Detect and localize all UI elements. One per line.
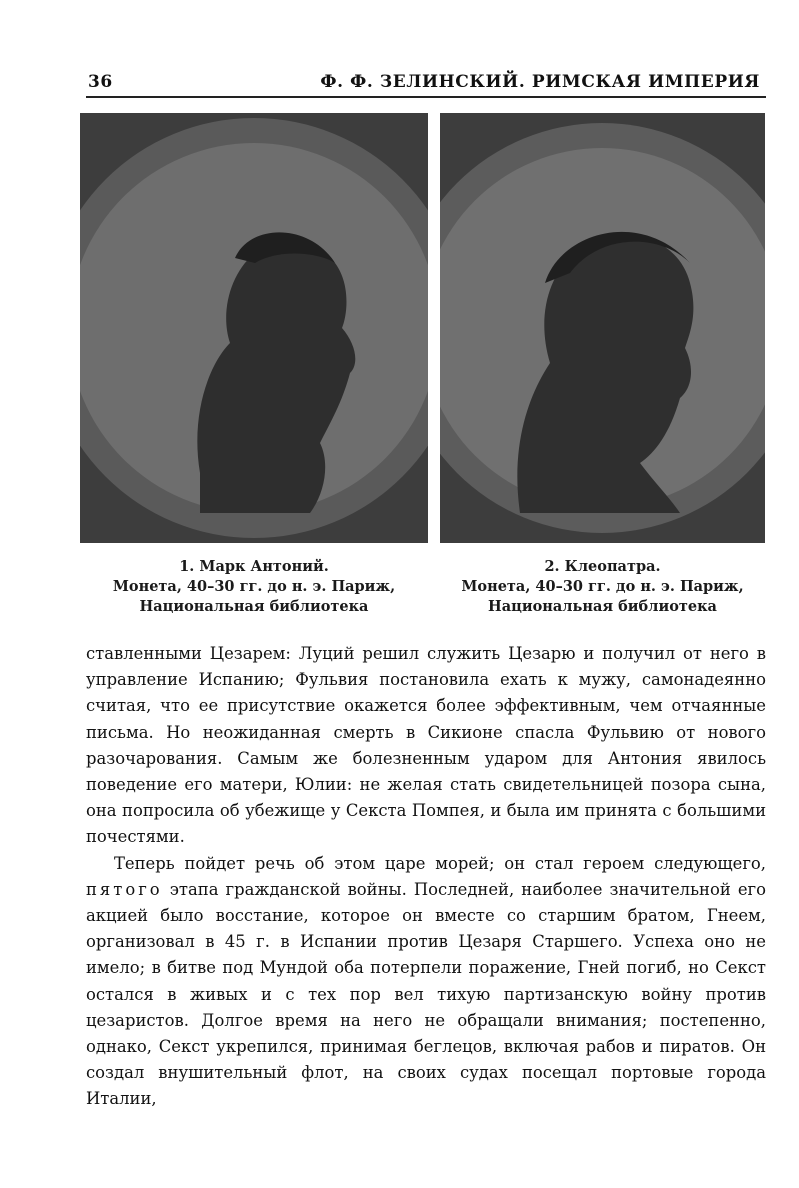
caption-line: 2. Клеопатра. bbox=[544, 558, 661, 575]
paragraph: ставленными Цезарем: Луций решил служить Цезарю и получил от него в управление Испанию; Фульвия постановила ехать к мужу, самонадеянно считая, что ее присутствие окажется более эффективным, чем отчаянные письма. Но неожиданная смерть в Сикионе спасла Фульвию от нового разочарования. Самым же болезненным ударом для Антония явилось поведение его матери, Юлии: не желая стать свидетельницей позора сына, она попросила об убежище у Секста Помпея, и была им принята с большими почестями. bbox=[86, 644, 766, 847]
mark-antony-coin-image bbox=[80, 113, 428, 543]
caption-line: Монета, 40–30 гг. до н. э. Париж, bbox=[461, 578, 744, 595]
page-header bbox=[86, 70, 766, 98]
figure-mark-antony bbox=[80, 113, 428, 617]
caption-line: 1. Марк Антоний. bbox=[179, 558, 329, 575]
cleopatra-coin-image bbox=[440, 113, 765, 543]
caption-line: Монета, 40–30 гг. до н. э. Париж, bbox=[112, 578, 396, 595]
figure-cleopatra bbox=[440, 113, 765, 617]
emphasized-word: пятого bbox=[86, 879, 163, 899]
caption-line: Национальная библиотека bbox=[139, 598, 369, 615]
figure-caption-cleopatra bbox=[440, 557, 765, 617]
paragraph bbox=[86, 851, 766, 1113]
page-number: 36 bbox=[88, 72, 113, 92]
paragraph-text: Теперь пойдет речь об этом царе морей; он стал героем следующего, bbox=[114, 853, 766, 873]
caption-line: Национальная библиотека bbox=[488, 598, 717, 615]
figure-caption-mark-antony bbox=[80, 557, 428, 617]
body-text bbox=[86, 641, 766, 1113]
paragraph-text: этапа гражданской войны. Последней, наиболее значительной его акцией было восстание, которое он вместе со старшим братом, Гнеем, организовал в 45 г. в Испании против Цезаря Старшего. Успеха оно не имело; в битве под Мундой оба потерпели поражение, Гней погиб, но Секст остался в живых и с тех пор вел тихую партизанскую войну против цезаристов. Долгое время на него не обращали внимания; постепенно, однако, Секст укрепился, принимая беглецов, включая рабов и пиратов. Он создал внушительный флот, на своих судах посещал портовые города Италии, bbox=[86, 879, 766, 1109]
figures bbox=[80, 113, 765, 623]
running-title: Ф. Ф. ЗЕЛИНСКИЙ. РИМСКАЯ ИМПЕРИЯ bbox=[320, 72, 760, 92]
